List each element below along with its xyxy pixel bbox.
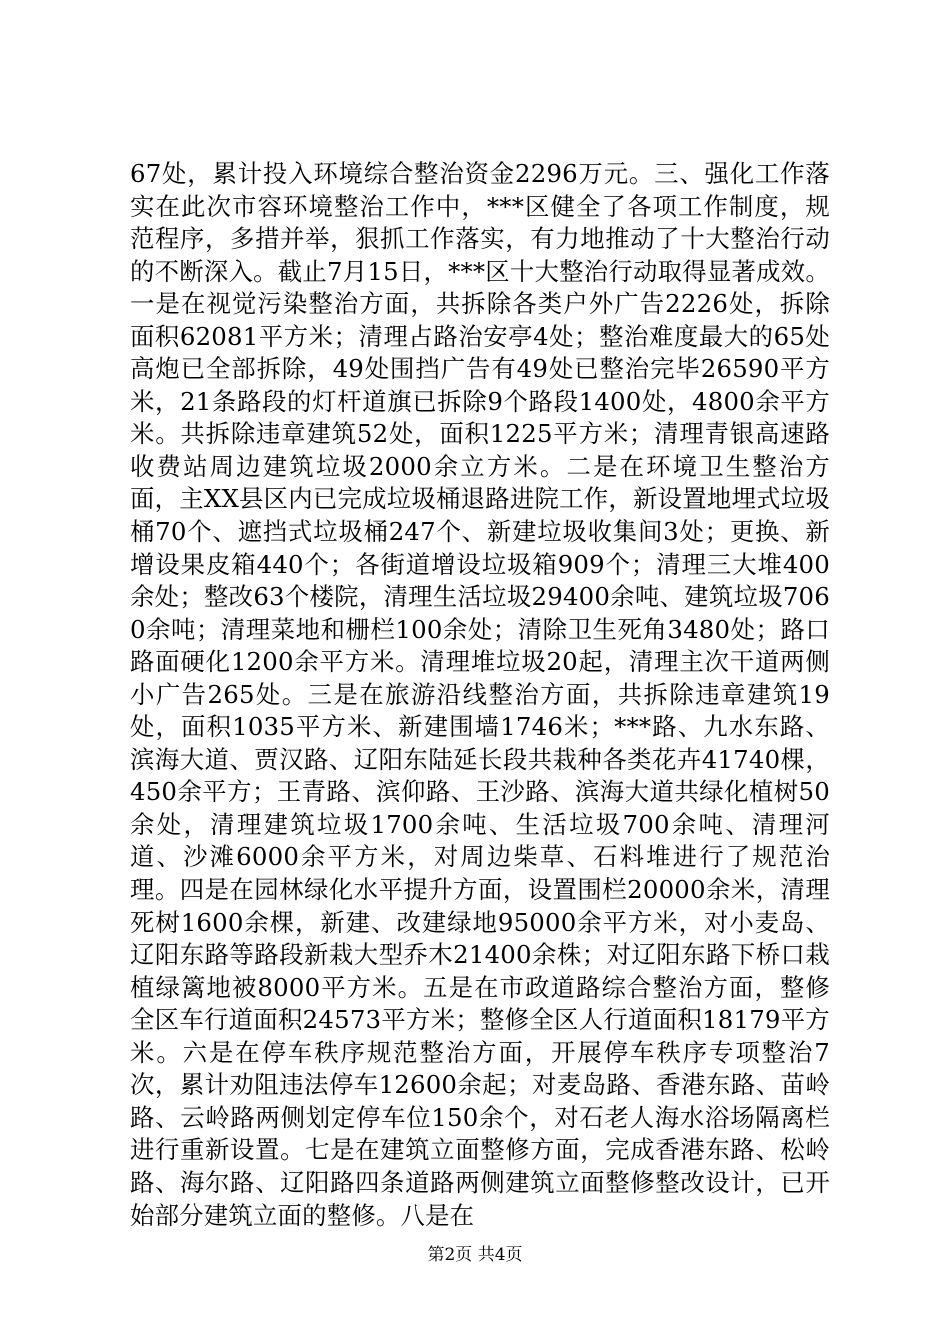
page-footer: 第2页 共4页 xyxy=(427,1245,523,1265)
body-paragraph: 67处，累计投入环境综合整治资金2296万元。三、强化工作落实在此次市容环境整治工作中，***区健全了各项工作制度，规范程序，多措并举，狠抓工作落实，有力地推动了十大整治行动的不断深入。截止7月15日，***区十大整治行动取得显著成效。一是在视觉污染整治方面，共拆除各类户外广告2226处，拆除面积62081平方米；清理占路治安亭4处；整治难度最大的65处高炮已全部拆除，49处围挡广告有49处已整治完毕26590平方米，21条路段的灯杆道旗已拆除9个路段1400处，4800余平方米。共拆除违章建筑52处，面积1225平方米；清理青银高速路收费站周边建筑垃圾2000余立方米。二是在环境卫生整治方面，主XX县区内已完成垃圾桶退路进院工作，新设置地埋式垃圾桶70个、遮挡式垃圾桶247个、新建垃圾收集间3处；更换、新增设果皮箱440个；各街道增设垃圾箱909个；清理三大堆400余处；整改63个楼院，清理生活垃圾29400余吨、建筑垃圾7060余吨；清理菜地和栅栏100余处；清除卫生死角3480处；路口路面硬化1200余平方米。清理堆垃圾20起，清理主次干道两侧小广告265处。三是在旅游沿线整治方面，共拆除违章建筑19处，面积1035平方米、新建围墙1746米；***路、九水东路、滨海大道、贾汉路、辽阳东陆延长段共栽种各类花卉41740棵，450余平方；王青路、滨仰路、王沙路、滨海大道共绿化植树50余处，清理建筑垃圾1700余吨、生活垃圾700余吨、清理河道、沙滩6000余平方米，对周边柴草、石料堆进行了规范治理。四是在园林绿化水平提升方面，设置围栏20000余米，清理死树1600余棵，新建、改建绿地95000余平方米，对小麦岛、辽阳东路等路段新栽大型乔木21400余株；对辽阳东路下桥口栽植绿篱地被8000平方米。五是在市政道路综合整治方面，整修全区车行道面积24573平方米；整修全区人行道面积18179平方米。六是在停车秩序规范整治方面，开展停车秩序专项整治7次，累计劝阻违法停车12600余起；对麦岛路、香港东路、苗岭路、云岭路两侧划定停车位150余个，对石老人海水浴场隔离栏进行重新设置。七是在建筑立面整修方面，完成香港东路、松岭路、海尔路、辽阳路四条道路两侧建筑立面整修整改设计，已开始部分建筑立面的整修。八是在 xyxy=(130,159,830,1230)
